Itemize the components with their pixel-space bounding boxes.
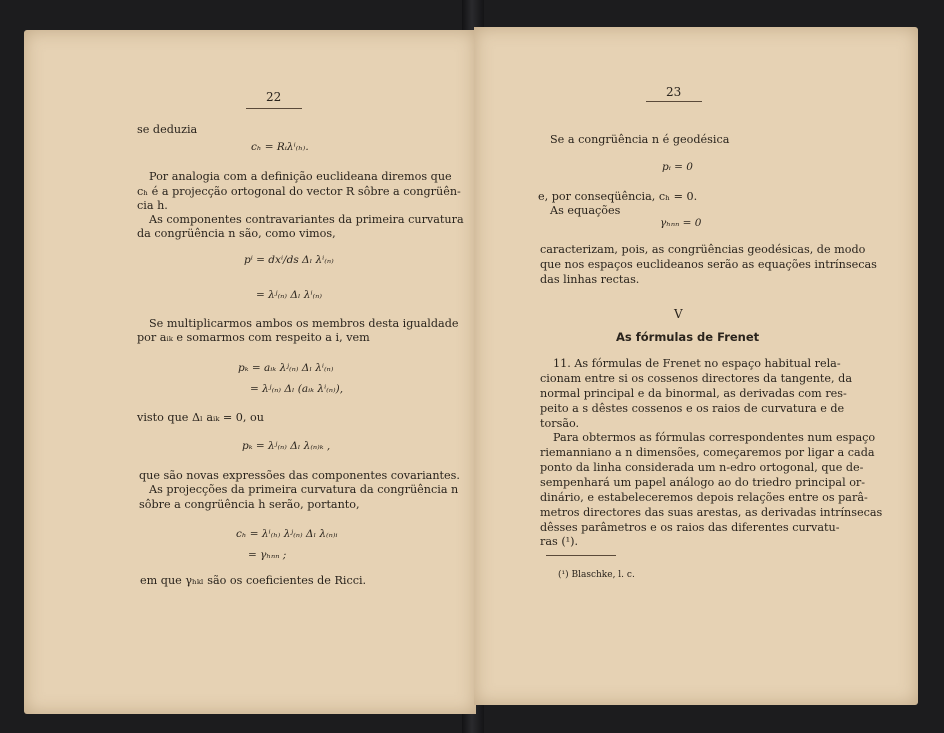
left-page: [24, 30, 476, 714]
text-line: metros directores das suas arestas, as derivadas intrínsecas: [540, 506, 883, 519]
text-line: peito a s dêstes cossenos e os raios de curvatura e de: [540, 402, 845, 415]
equation: γₕₙₙ = 0: [660, 217, 702, 229]
text-line: Por analogia com a definição euclideana diremos que: [149, 170, 452, 183]
text-line: normal principal e da binormal, as derivadas com res-: [540, 387, 847, 400]
equation: cₕ = Rᵢλⁱ₍ₕ₎.: [251, 141, 309, 153]
equation: pₖ = λʲ₍ₙ₎ Δₗ λ₍ₙ₎ₖ ,: [242, 440, 331, 452]
text-line: ponto da linha considerada um n-edro ortogonal, que de-: [540, 461, 864, 474]
equation: pⁱ = dxⁱ/ds Δₗ λⁱ₍ₙ₎: [244, 254, 334, 266]
text-line: visto que Δₗ aᵢₖ = 0, ou: [137, 411, 264, 424]
text-line: por aᵢₖ e somarmos com respeito a i, vem: [137, 331, 370, 344]
footnote: (¹) Blaschke, l. c.: [558, 570, 635, 580]
section-heading: As fórmulas de Frenet: [616, 330, 760, 344]
text-line: As equações: [550, 204, 621, 217]
text-line: caracterizam, pois, as congrüências geodésicas, de modo: [540, 243, 866, 256]
text-line: As componentes contravariantes da primeira curvatura: [149, 213, 464, 226]
text-line: riemanniano a n dimensões, começaremos por ligar a cada: [540, 446, 875, 459]
footnote-rule: [546, 555, 616, 556]
text-line: cia h.: [137, 199, 168, 212]
text-line: sempenhará um papel análogo ao do triedro principal or-: [540, 476, 866, 489]
text-line: Para obtermos as fórmulas correspondentes num espaço: [553, 431, 876, 444]
text-line: ras (¹).: [540, 535, 579, 548]
text-line: que nos espaços euclideanos serão as equações intrínsecas: [540, 258, 877, 271]
page-number: 23: [666, 85, 682, 99]
equation: = λʲ₍ₙ₎ Δₗ (aᵢₖ λⁱ₍ₙ₎),: [250, 383, 344, 395]
equation: cₕ = λⁱ₍ₕ₎ λʲ₍ₙ₎ Δₗ λ₍ₙ₎ᵢ: [236, 528, 338, 540]
text-line: que são novas expressões das componentes covariantes.: [139, 469, 460, 482]
right-page: [474, 27, 918, 705]
text-line: dêsses parâmetros e os raios das diferentes curvatu-: [540, 521, 840, 534]
text-line: dinário, e estabeleceremos depois relações entre os parâ-: [540, 491, 868, 504]
header-rule: [246, 108, 302, 109]
equation: pᵢ = 0: [662, 161, 693, 173]
text-line: e, por conseqüência, cₕ = 0.: [538, 190, 698, 203]
text-line: sôbre a congrüência h serão, portanto,: [139, 498, 360, 511]
text-line: torsão.: [540, 417, 580, 430]
page-number: 22: [266, 90, 282, 104]
text-line: da congrüência n são, como vimos,: [137, 227, 336, 240]
text-line: As projecções da primeira curvatura da congrüência n: [149, 483, 459, 496]
text-line: cₕ é a projecção ortogonal do vector R sôbre a congrüên-: [137, 185, 461, 198]
equation: = λʲ₍ₙ₎ Δₗ λⁱ₍ₙ₎: [256, 289, 322, 301]
text-line: se deduzia: [137, 123, 198, 136]
text-line: Se multiplicarmos ambos os membros desta igualdade: [149, 317, 459, 330]
text-line: cionam entre si os cossenos directores da tangente, da: [540, 372, 852, 385]
section-number: V: [674, 307, 683, 321]
equation: pₖ = aᵢₖ λʲ₍ₙ₎ Δₗ λⁱ₍ₙ₎: [238, 362, 334, 374]
text-line: das linhas rectas.: [540, 273, 640, 286]
text-line: em que γₕₖₗ são os coeficientes de Ricci.: [140, 574, 367, 587]
text-line: 11. As fórmulas de Frenet no espaço habitual rela-: [553, 357, 841, 370]
header-rule: [646, 101, 702, 102]
equation: = γₕₙₙ ;: [248, 549, 287, 561]
text-line: Se a congrüência n é geodésica: [550, 133, 730, 146]
